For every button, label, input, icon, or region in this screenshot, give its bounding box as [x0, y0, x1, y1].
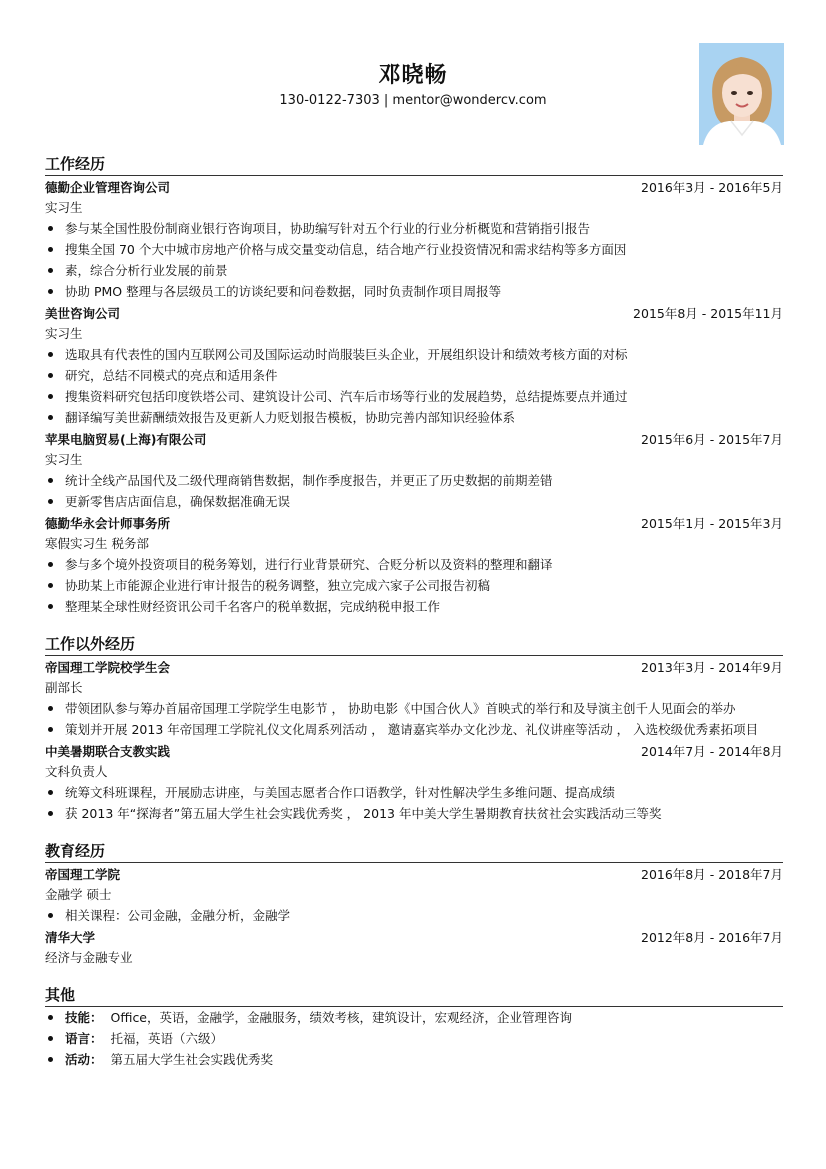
bullet-item: 策划并开展 2013 年帝国理工学院礼仪文化周系列活动 ， 邀请嘉宾举办文化沙龙、礼仪讲座等活动 ， 入选校级优秀素拓项目: [45, 719, 783, 740]
section-title: 教育经历: [45, 840, 783, 863]
date-range: 2014年7月 - 2014年8月: [641, 743, 783, 759]
organization-name: 帝国理工学院: [45, 866, 121, 882]
resume-body: [45, 150, 783, 1070]
bullet-item: 搜集资料研究包括印度铁塔公司、建筑设计公司、汽车后市场等行业的发展趋势，总结提炼要点并通过: [45, 386, 783, 407]
other-item: [45, 1028, 783, 1049]
other-item-label: 活动：: [65, 1052, 103, 1067]
organization-name: 美世咨询公司: [45, 305, 121, 321]
date-range: 2016年3月 - 2016年5月: [641, 179, 783, 195]
entry-header: [45, 863, 783, 884]
other-item: [45, 1007, 783, 1028]
role-title: 实习生: [45, 200, 83, 215]
other-item: [45, 1049, 783, 1070]
date-range: 2013年3月 - 2014年9月: [641, 659, 783, 675]
section-spacer: [45, 968, 783, 981]
section-spacer: [45, 824, 783, 837]
entry-header: [45, 512, 783, 533]
candidate-name: 邓晓畅: [378, 63, 448, 88]
other-item-text: 托福，英语（六级）: [110, 1031, 224, 1046]
section-spacer: [45, 617, 783, 630]
organization-name: 德勤企业管理咨询公司: [45, 179, 171, 195]
bullet-item: 相关课程：公司金融，金融分析，金融学: [45, 905, 783, 926]
bullet-item: 协助 PMO 整理与各层级员工的访谈纪要和问卷数据，同时负责制作项目周报等: [45, 281, 783, 302]
bullet-item: 搜集全国 70 个大中城市房地产价格与成交量变动信息，结合地产行业投资情况和需求结构等多方面因: [45, 239, 783, 260]
other-item-label: 技能：: [65, 1010, 103, 1025]
entry-header: [45, 176, 783, 197]
portrait-photo: [699, 43, 784, 145]
other-item-text: 第五届大学生社会实践优秀奖: [110, 1052, 274, 1067]
bullet-item: 参与多个境外投资项目的税务筹划，进行行业背景研究、合贬分析以及资料的整理和翻译: [45, 554, 783, 575]
role-title: 实习生: [45, 326, 83, 341]
organization-name: 德勤华永会计师事务所: [45, 515, 171, 531]
bullet-item: 选取具有代表性的国内互联网公司及国际运动时尚服装巨头企业，开展组织设计和绩效考核方面的对标: [45, 344, 783, 365]
organization-name: 帝国理工学院校学生会: [45, 659, 171, 675]
other-item-text: Office，英语，金融学，金融服务，绩效考核，建筑设计，宏观经济，企业管理咨询: [110, 1010, 573, 1025]
contact-info: 130-0122-7303 | mentor@wondercv.com: [279, 93, 547, 108]
section-title: 工作经历: [45, 153, 783, 176]
role-title: 金融学 硕士: [45, 887, 112, 902]
date-range: 2015年6月 - 2015年7月: [641, 431, 783, 447]
entry-header: [45, 428, 783, 449]
bullet-item: 翻译编写美世薪酬绩效报告及更新人力贬划报告模板，协助完善内部知识经验体系: [45, 407, 783, 428]
bullet-item: 整理某全球性财经资讯公司千名客户的税单数据，完成纳税申报工作: [45, 596, 783, 617]
role-title: 寒假实习生 税务部: [45, 536, 149, 551]
role-title: 副部长: [45, 680, 83, 695]
entry-header: [45, 740, 783, 761]
bullet-item: 协助某上市能源企业进行审计报告的税务调整，独立完成六家子公司报告初稿: [45, 575, 783, 596]
bullet-item: 素，综合分析行业发展的前景: [45, 260, 783, 281]
section-title: 其他: [45, 984, 783, 1007]
bullet-item: 统计全线产品国代及二级代理商销售数据，制作季度报告，并更正了历史数据的前期差错: [45, 470, 783, 491]
date-range: 2015年1月 - 2015年3月: [641, 515, 783, 531]
bullet-item: 参与某全国性股份制商业银行咨询项目，协助编写针对五个行业的行业分析概览和营销指引报告: [45, 218, 783, 239]
entry-header: [45, 926, 783, 947]
role-title: 文科负责人: [45, 764, 108, 779]
section-title: 工作以外经历: [45, 633, 783, 656]
profile-photo: [699, 43, 784, 145]
bullet-item: 获 2013 年“探海者”第五届大学生社会实践优秀奖 ， 2013 年中美大学生暑期教育扶贫社会实践活动三等奖: [45, 803, 783, 824]
bullet-item: 更新零售店店面信息，确保数据准确无误: [45, 491, 783, 512]
role-title: 实习生: [45, 452, 83, 467]
bullet-item: 统筹文科班课程，开展励志讲座，与美国志愿者合作口语教学，针对性解决学生多维问题、提高成绩: [45, 782, 783, 803]
bullet-item: 研究，总结不同模式的亮点和适用条件: [45, 365, 783, 386]
date-range: 2012年8月 - 2016年7月: [641, 929, 783, 945]
other-item-label: 语言：: [65, 1031, 103, 1046]
entry-header: [45, 656, 783, 677]
date-range: 2015年8月 - 2015年11月: [633, 305, 783, 321]
date-range: 2016年8月 - 2018年7月: [641, 866, 783, 882]
bullet-item: 带领团队参与筹办首届帝国理工学院学生电影节 ， 协助电影《中国合伙人》首映式的举行和及导演主创千人见面会的举办: [45, 698, 783, 719]
organization-name: 中美暑期联合支教实践: [45, 743, 171, 759]
resume-header: [0, 0, 826, 150]
organization-name: 苹果电脑贸易(上海)有限公司: [45, 431, 207, 447]
role-title: 经济与金融专业: [45, 950, 133, 965]
organization-name: 清华大学: [45, 929, 96, 945]
entry-header: [45, 302, 783, 323]
